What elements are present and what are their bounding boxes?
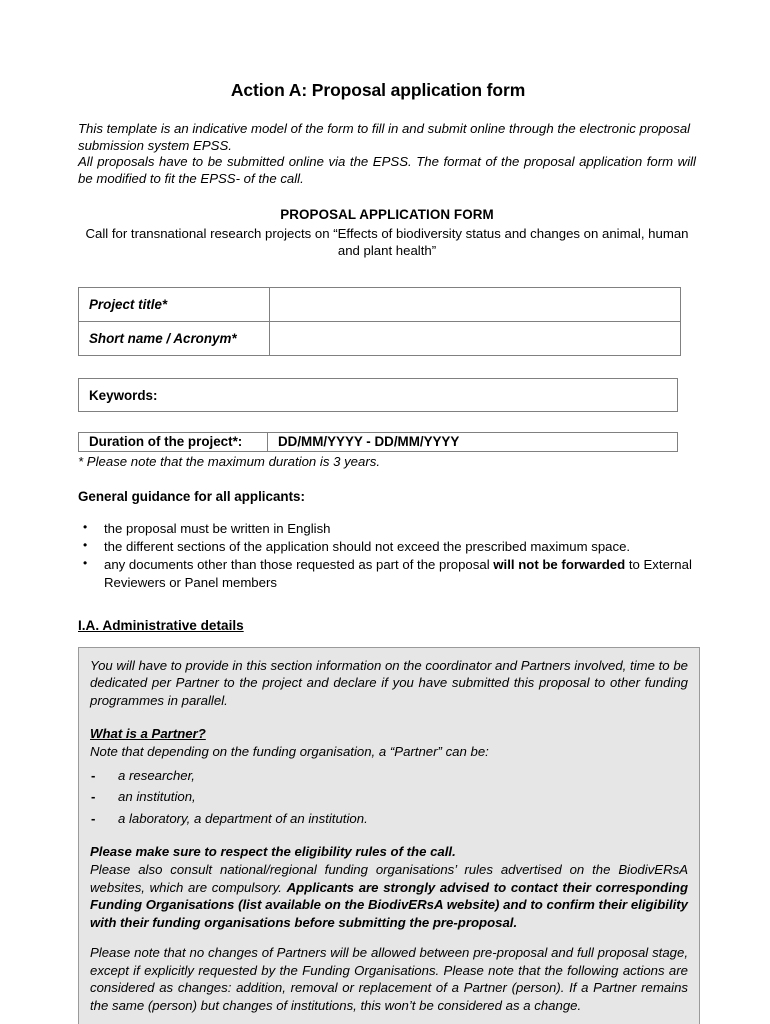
acronym-value bbox=[270, 333, 680, 345]
table-row bbox=[79, 379, 678, 412]
project-title-label-cell bbox=[79, 288, 270, 322]
partner-type-text: a researcher, bbox=[118, 767, 195, 783]
spacer bbox=[90, 931, 688, 944]
administrative-info-box bbox=[78, 647, 700, 1024]
list-item bbox=[78, 520, 700, 538]
form-header-subtitle: Call for transnational research projects on “Effects of biodiversity status and changes on animal, human and plant health” bbox=[85, 226, 689, 259]
project-title-value bbox=[270, 299, 680, 311]
acronym-label: Short name / Acronym* bbox=[89, 331, 237, 347]
form-header-title: PROPOSAL APPLICATION FORM bbox=[280, 207, 494, 223]
project-title-label: Project title* bbox=[89, 297, 168, 313]
acronym-input-cell[interactable] bbox=[270, 322, 681, 356]
eligibility-text-bold: Applicants are strongly advised to contact their corresponding Funding Organisations (list available on the BiodivERsA website) and to confirm their eligibility with their funding organisations before submitting the pre-proposal. bbox=[90, 879, 689, 930]
acronym-label-cell bbox=[79, 322, 270, 356]
list-item bbox=[90, 763, 688, 785]
list-item bbox=[78, 556, 700, 592]
keywords-input-cell[interactable] bbox=[79, 379, 678, 412]
spacer bbox=[90, 827, 688, 843]
keywords-table bbox=[78, 378, 678, 412]
list-item bbox=[78, 538, 700, 556]
partner-heading-text: What is a Partner? bbox=[90, 726, 206, 742]
eligibility-heading bbox=[90, 843, 688, 861]
duration-label: Duration of the project*: bbox=[89, 434, 243, 450]
partner-definition-heading bbox=[90, 725, 688, 743]
duration-input-cell[interactable] bbox=[268, 433, 678, 452]
eligibility-heading-text: Please make sure to respect the eligibility rules of the call. bbox=[90, 844, 456, 860]
admin-intro-text: You will have to provide in this section information on the coordinator and Partners involved, time to be dedicated per Partner to the project and declare if you have submitted this proposal to other funding programmes in parallel. bbox=[90, 657, 688, 708]
eligibility-text bbox=[90, 861, 688, 931]
spacer bbox=[90, 709, 688, 725]
table-row bbox=[79, 322, 681, 356]
duration-table bbox=[78, 432, 678, 452]
bullet-text: the proposal must be written in English bbox=[104, 521, 331, 537]
eligibility-text-regular: Please also consult national/regional funding organisations’ rules advertised on the BiodivERsA websites, which are compulsory. bbox=[90, 861, 688, 895]
intro-paragraph-2: All proposals have to be submitted online via the EPSS. The format of the proposal application form will be modified to fit the EPSS- of the call. bbox=[78, 154, 696, 186]
partner-changes-note: Please note that no changes of Partners will be allowed between pre-proposal and full proposal stage, except if explicitly requested by the Funding Organisations. Please note that the following actions are considered as changes: addition, removal or replacement of a Partner (person). If a Partner remains the same (person) but changes of institutions, this won’t be considered as a change. bbox=[90, 945, 688, 1014]
page-title: Action A: Proposal application form bbox=[230, 80, 526, 100]
partner-type-list bbox=[90, 761, 688, 828]
partner-type-text: an institution, bbox=[118, 789, 196, 805]
list-item bbox=[90, 806, 688, 828]
bullet-text: the different sections of the application should not exceed the prescribed maximum space. bbox=[104, 539, 631, 555]
guidance-bullet-list bbox=[78, 504, 700, 591]
table-row bbox=[79, 433, 678, 452]
duration-label-cell bbox=[79, 433, 268, 452]
project-identity-table bbox=[78, 287, 681, 356]
intro-paragraph-1: This template is an indicative model of the form to fill in and submit online through the electronic proposal submission system EPSS. bbox=[78, 121, 691, 153]
bullet-text-bold: will not be forwarded bbox=[493, 556, 626, 572]
keywords-label: Keywords: bbox=[89, 387, 158, 403]
section-heading-administrative: I.A. Administrative details bbox=[78, 617, 244, 633]
list-item bbox=[90, 784, 688, 806]
page-content bbox=[78, 0, 700, 1024]
duration-value: DD/MM/YYYY - DD/MM/YYYY bbox=[278, 434, 460, 450]
bullet-text: any documents other than those requested as part of the proposal bbox=[104, 556, 494, 572]
form-header bbox=[78, 187, 696, 259]
table-row bbox=[79, 288, 681, 322]
project-title-input-cell[interactable] bbox=[270, 288, 681, 322]
partner-definition-lead: Note that depending on the funding organisation, a “Partner” can be: bbox=[90, 743, 489, 759]
partner-type-text: a laboratory, a department of an institution. bbox=[118, 810, 368, 826]
bullet-text-after: to External Reviewers or Panel members bbox=[104, 556, 692, 590]
duration-footnote: * Please note that the maximum duration is 3 years. bbox=[78, 454, 380, 470]
guidance-heading: General guidance for all applicants: bbox=[78, 489, 305, 505]
